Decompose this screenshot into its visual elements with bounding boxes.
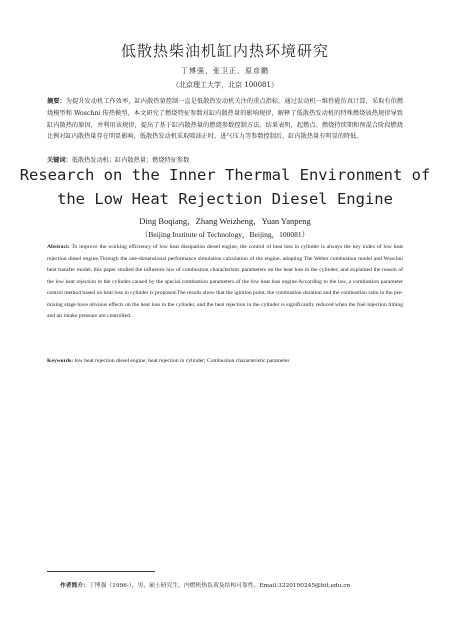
footnote-divider — [47, 571, 155, 572]
chinese-title: 低散热柴油机缸内热环境研究 — [120, 42, 329, 60]
footnote-label: 作者简介： — [60, 583, 89, 589]
chinese-affiliation: （北京理工大学，北京 100081） — [172, 81, 278, 89]
chinese-abstract-text: 为提升发动机工作效率，缸内散热量控制一直是低散热发动机关注的重点指标。通过发动机一维性能仿真计算，采取有伯燃烧模型和 Woschni 传热模型，本文研究了燃烧特征参数对缸内散热量的影响规律，解释了低散热发动机的特殊燃烧放热规律导致缸内散热的原因，并利用该规律，提出了基于缸内散热量的燃烧参数控制方法。结果表明，起燃点、燃烧持续期和预混合阶段燃烧比例对缸内散热量存在明显影响，低散热发动机采取喷油正时、进气压力等参数控制后，缸内散热量有明显的降低。 — [47, 98, 404, 141]
author-footnote — [60, 580, 405, 589]
english-abstract — [47, 242, 403, 323]
english-title-line-2: the Low Heat Rejection Diesel Engine — [57, 190, 393, 208]
english-title-line-1: Research on the Inner Thermal Environment of — [19, 166, 431, 184]
chinese-authors: 丁博强，张卫正，原彦鹏 — [181, 67, 269, 75]
chinese-keywords-text: 低散热发动机；缸内散热量；燃烧特征参数 — [71, 157, 190, 164]
english-abstract-text: To improve the working efficiency of low heat dissipation diesel engine, the control of heat loss in cylinder is always the key index of low heat rejection diesel engine.Through the one-dimensional performance simulation calculation of the engine, adopting The Weber combustion model and Woschni heat transfer model, this paper studied the influence law of combustion characteristic parameters on the heat loss in the cylinder, and explained the reason of the low heat rejection in the cylinder caused by the special combustion parameters of the low heat loss engine.According to the law, a combustion parameter control method based on heat loss in cylinder is proposed.The results show that the ignition point, the combustion duration and the combustion ratio in the pre-mixing stage have obvious effects on the heat loss in the cylinder, and the heat rejection in the cylinder is significantly reduced when the fuel injection timing and air intake pressure are controlled. — [47, 244, 403, 319]
english-keywords-label: Keywords: — [47, 358, 74, 364]
english-keywords — [47, 358, 403, 364]
english-authors: Ding Boqiang，Zhang Weizheng，Yuan Yanpeng — [139, 216, 311, 226]
english-abstract-label: Abstract: — [47, 244, 70, 250]
chinese-keywords — [47, 155, 403, 164]
chinese-abstract-label: 摘要： — [47, 98, 66, 105]
footnote-text: 丁博强（1996-），男，硕士研究生，内燃机热负荷及结构可靠性。Email:3220190245@bit.edu.cn — [89, 583, 351, 589]
chinese-abstract — [47, 96, 403, 143]
chinese-keywords-label: 关键词： — [47, 157, 72, 164]
english-affiliation: （Beijing Institute of Technology，Beijing，100081） — [140, 230, 310, 239]
english-keywords-text: low heat rejection diesel engine; heat rejection in cylinder; Combustion characteristic parameter — [73, 358, 290, 364]
